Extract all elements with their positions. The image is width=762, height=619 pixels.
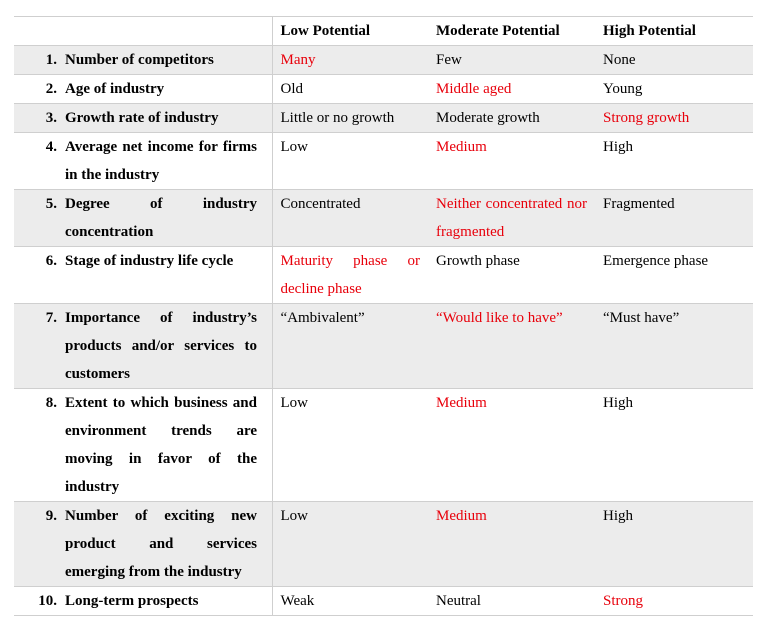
table-row: [14, 502, 753, 587]
low-cell: Low: [272, 502, 428, 587]
table-row: [14, 46, 753, 75]
high-cell: None: [595, 46, 753, 75]
industry-potential-table: [14, 16, 753, 616]
criterion-text: Age of industry: [65, 81, 165, 97]
header-moderate-potential: Moderate Potential: [436, 23, 560, 39]
high-cell: Strong: [603, 593, 644, 609]
low-cell: Weak: [272, 587, 428, 616]
moderate-cell: Neutral: [436, 593, 481, 609]
row-number: 4.: [45, 139, 57, 155]
high-cell: High: [595, 502, 753, 587]
moderate-cell: Medium: [428, 502, 595, 587]
criterion-text: Stage of industry life cycle: [65, 253, 234, 269]
low-cell: “Ambivalent”: [272, 304, 428, 389]
row-number: 7.: [45, 310, 57, 326]
low-cell: Old: [272, 75, 428, 104]
criterion-text: Number of competitors: [65, 52, 214, 68]
high-cell: Fragmented: [595, 190, 753, 247]
high-cell: Young: [603, 81, 643, 97]
header-criterion: [14, 17, 272, 46]
criterion-cell: [14, 247, 272, 304]
header-low-potential: Low Potential: [272, 17, 428, 46]
criterion-cell: [14, 104, 272, 133]
high-cell: Emergence phase: [603, 253, 709, 269]
table-row: [14, 104, 753, 133]
criterion-text: Number of exciting new product and services emerging from the industry: [65, 508, 257, 580]
criterion-text: Long-term prospects: [65, 593, 199, 609]
moderate-cell: Moderate growth: [428, 104, 595, 133]
table-row: [14, 247, 753, 304]
row-number: 1.: [45, 52, 57, 68]
criterion-text: Importance of industry’s products and/or services to customers: [65, 310, 257, 382]
criterion-cell: [14, 75, 272, 104]
criterion-cell: [14, 46, 272, 75]
moderate-cell: Neither concentrated nor fragmented: [428, 190, 595, 247]
row-number: 5.: [45, 196, 57, 212]
criterion-cell: [14, 304, 272, 389]
criterion-text: Degree of industry concentration: [65, 196, 257, 240]
header-high-potential: High Potential: [603, 23, 696, 39]
criterion-cell: [14, 587, 272, 616]
high-cell: High: [603, 139, 633, 155]
industry-potential-table-container: [14, 16, 753, 616]
moderate-cell: “Would like to have”: [428, 304, 595, 389]
low-cell: Many: [272, 46, 428, 75]
row-number: 3.: [45, 110, 57, 126]
criterion-cell: [14, 133, 272, 190]
moderate-cell: Growth phase: [436, 253, 520, 269]
row-number: 10.: [38, 593, 57, 609]
table-row: [14, 587, 753, 616]
high-cell: “Must have”: [595, 304, 753, 389]
high-cell: Strong growth: [595, 104, 753, 133]
row-number: 2.: [45, 81, 57, 97]
row-number: 9.: [45, 508, 57, 524]
moderate-cell: Few: [428, 46, 595, 75]
low-cell: Little or no growth: [272, 104, 428, 133]
table-row: [14, 304, 753, 389]
criterion-cell: [14, 389, 272, 502]
table-row: [14, 389, 753, 502]
criterion-cell: [14, 502, 272, 587]
low-cell: Maturity phase or decline phase: [272, 247, 428, 304]
row-number: 6.: [45, 253, 57, 269]
criterion-text: Growth rate of industry: [65, 110, 219, 126]
moderate-cell: Middle aged: [436, 81, 512, 97]
high-cell: High: [603, 395, 633, 411]
low-cell: Concentrated: [272, 190, 428, 247]
low-cell: Low: [272, 389, 428, 502]
table-row: [14, 190, 753, 247]
criterion-text: Extent to which business and environment trends are moving in favor of the industry: [65, 395, 257, 495]
moderate-cell: Medium: [436, 139, 487, 155]
moderate-cell: Medium: [436, 395, 487, 411]
criterion-cell: [14, 190, 272, 247]
header-row: [14, 17, 753, 46]
criterion-text: Average net income for firms in the industry: [65, 139, 257, 183]
row-number: 8.: [45, 395, 57, 411]
table-row: [14, 75, 753, 104]
table-row: [14, 133, 753, 190]
low-cell: Low: [272, 133, 428, 190]
